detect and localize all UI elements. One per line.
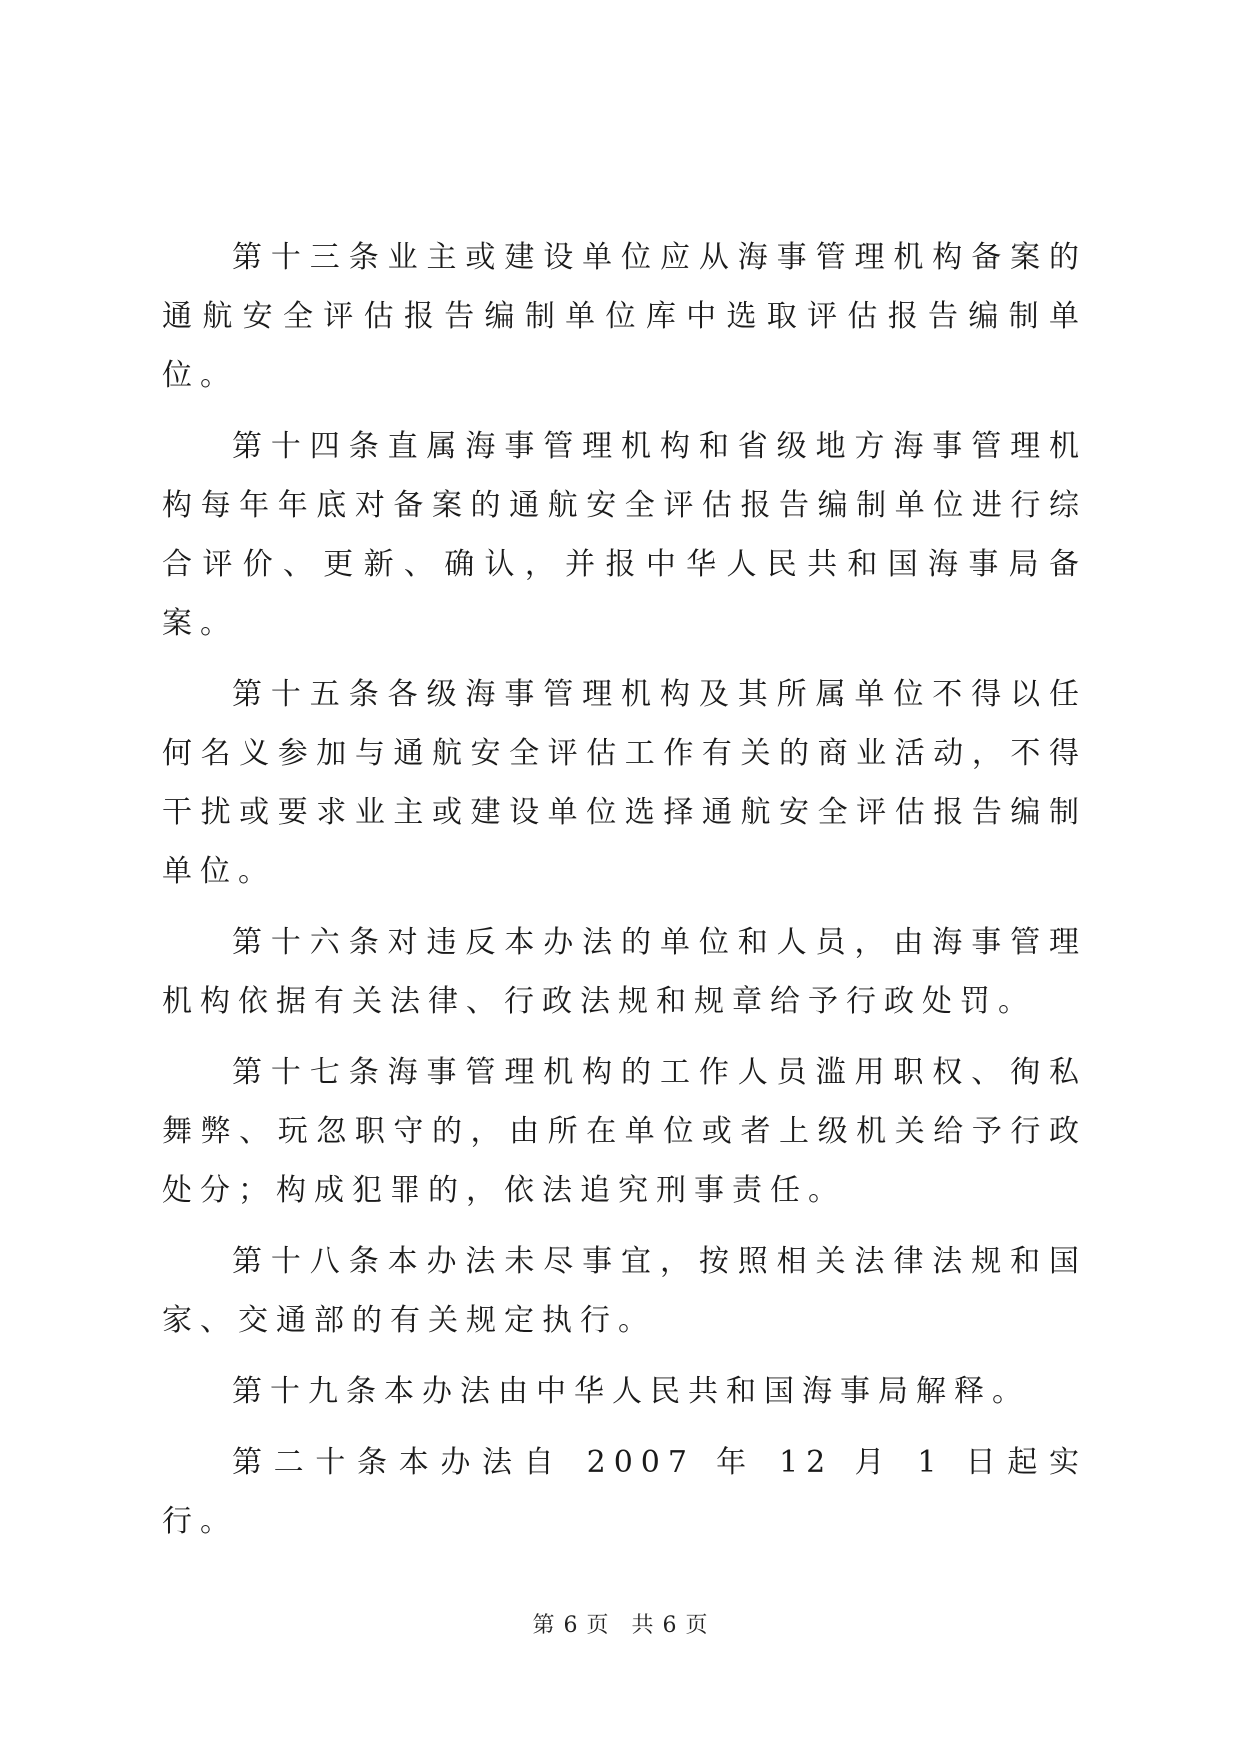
article-13-paragraph: 第十三条业主或建设单位应从海事管理机构备案的通航安全评估报告编制单位库中选取评估报告编制单位。 xyxy=(162,240,1087,393)
page-footer xyxy=(0,1611,1241,1641)
document-body xyxy=(162,228,1087,1563)
article-18-paragraph: 第十八条本办法未尽事宜，按照相关法律法规和国家、交通部的有关规定执行。 xyxy=(162,1244,1087,1338)
article-17-paragraph: 第十七条海事管理机构的工作人员滥用职权、徇私舞弊、玩忽职守的，由所在单位或者上级机关给予行政处分；构成犯罪的，依法追究刑事责任。 xyxy=(162,1055,1087,1208)
page-total-label: 共 6 页 xyxy=(631,1613,709,1638)
page-number-label: 第 6 页 xyxy=(532,1613,610,1638)
article-15-paragraph: 第十五条各级海事管理机构及其所属单位不得以任何名义参加与通航安全评估工作有关的商业活动，不得干扰或要求业主或建设单位选择通航安全评估报告编制单位。 xyxy=(162,677,1087,889)
article-19-paragraph: 第十九条本办法由中华人民共和国海事局解释。 xyxy=(232,1374,1030,1409)
article-16-paragraph: 第十六条对违反本办法的单位和人员，由海事管理机构依据有关法律、行政法规和规章给予行政处罚。 xyxy=(162,925,1087,1019)
article-20-paragraph: 第二十条本办法自 2007 年 12 月 1 日起实行。 xyxy=(162,1445,1087,1539)
article-14-paragraph: 第十四条直属海事管理机构和省级地方海事管理机构每年年底对备案的通航安全评估报告编制单位进行综合评价、更新、确认，并报中华人民共和国海事局备案。 xyxy=(162,429,1087,641)
